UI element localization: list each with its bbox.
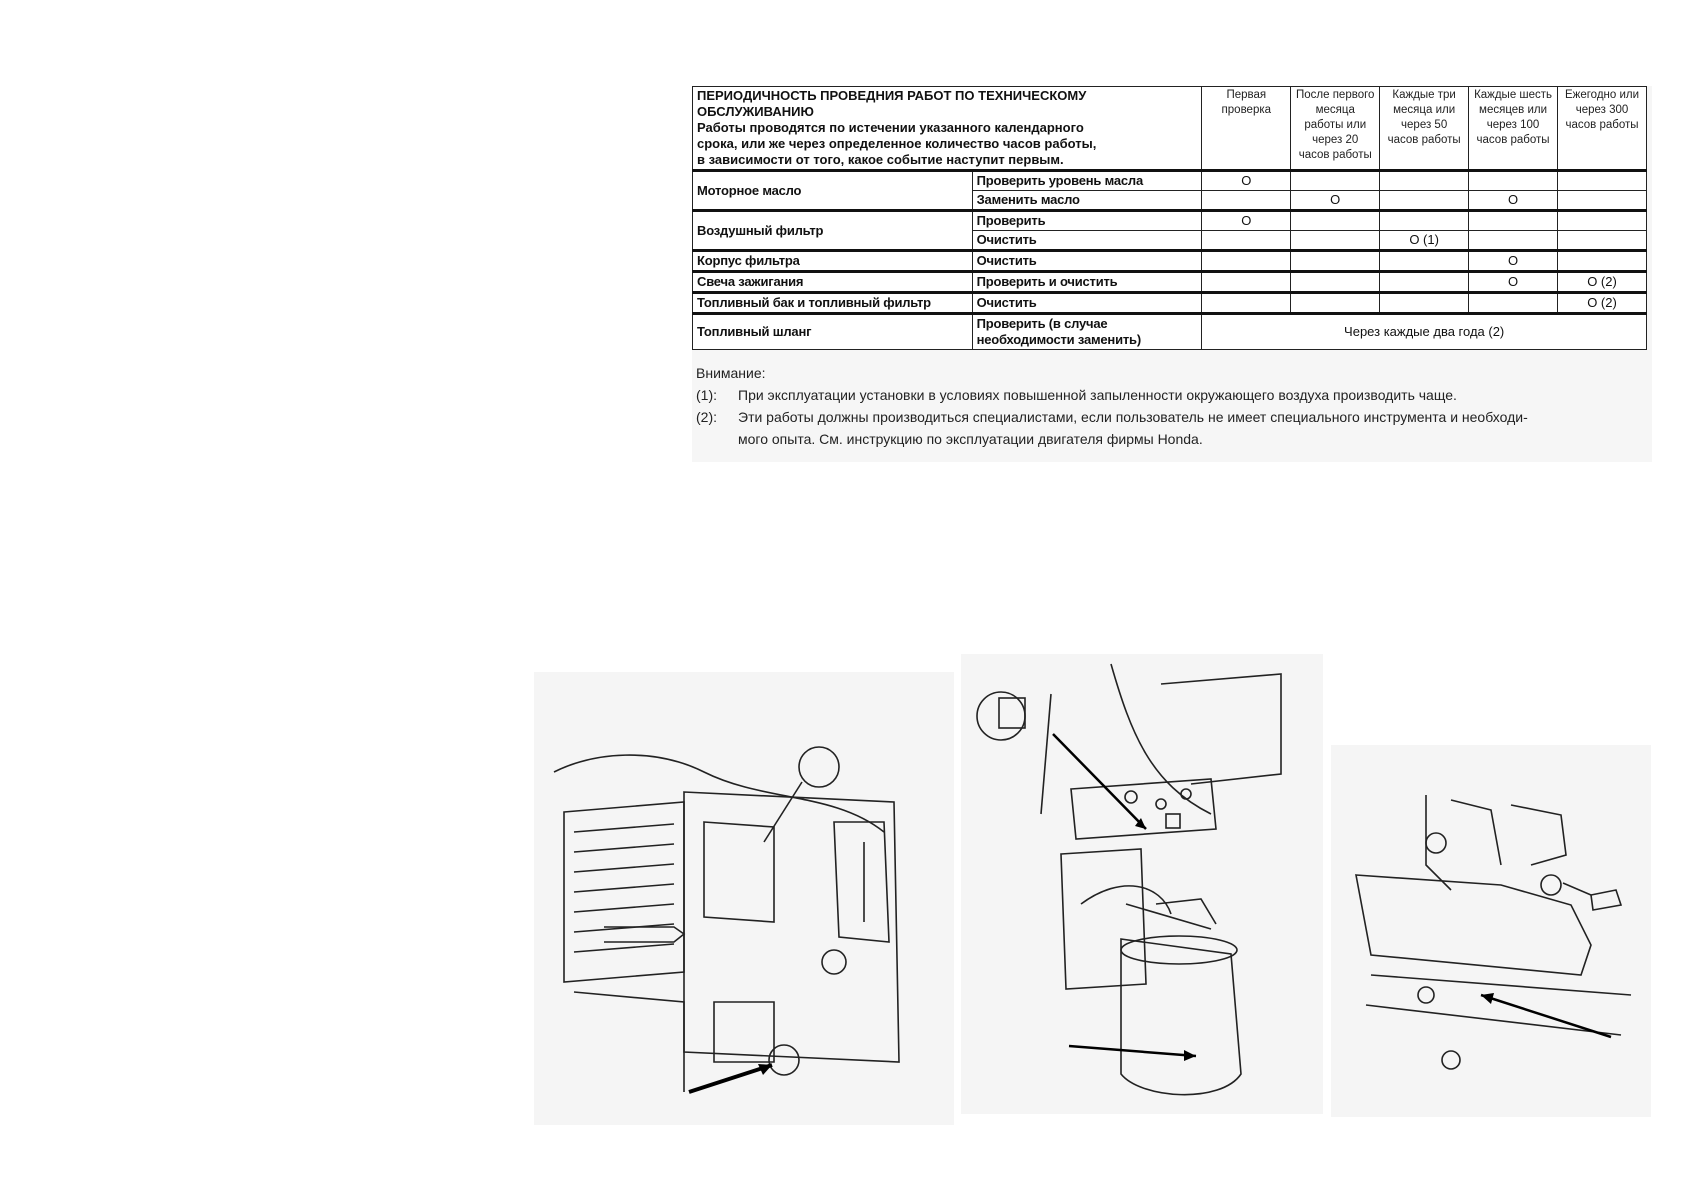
mark-cell: O xyxy=(1202,171,1291,191)
arrow-head-icon xyxy=(1184,1050,1196,1061)
mark-cell xyxy=(1202,231,1291,251)
figure-oil-filter xyxy=(961,654,1323,1114)
mark-cell xyxy=(1380,293,1469,314)
header-row xyxy=(693,87,1647,171)
table-row xyxy=(693,171,1647,191)
maintenance-table xyxy=(692,86,1647,350)
mark-cell: O (2) xyxy=(1558,272,1647,293)
action-cell: Проверить уровень масла xyxy=(972,171,1202,191)
item-cell: Топливный бак и топливный фильтр xyxy=(693,293,973,314)
action-cell: Очистить xyxy=(972,231,1202,251)
mark-cell xyxy=(1380,171,1469,191)
action-cell: Проверить и очистить xyxy=(972,272,1202,293)
mark-cell xyxy=(1558,191,1647,211)
item-cell: Топливный шланг xyxy=(693,314,973,350)
mark-cell xyxy=(1202,293,1291,314)
mark-cell xyxy=(1380,251,1469,272)
mark-cell xyxy=(1558,211,1647,231)
mark-cell xyxy=(1469,231,1558,251)
mark-cell: O xyxy=(1202,211,1291,231)
span-cell: Через каждые два года (2) xyxy=(1202,314,1647,350)
mark-cell xyxy=(1380,272,1469,293)
description-line: в зависимости от того, какое событие наступит первым. xyxy=(697,152,1064,167)
arrow-icon xyxy=(1069,1046,1196,1056)
mark-cell xyxy=(1469,211,1558,231)
column-header: После первого месяца работы или через 20 часов работы xyxy=(1291,87,1380,171)
title-line: ПЕРИОДИЧНОСТЬ ПРОВЕДНИЯ РАБОТ ПО ТЕХНИЧЕСКОМУ xyxy=(697,88,1087,103)
item-cell: Корпус фильтра xyxy=(693,251,973,272)
table-title-cell xyxy=(693,87,1202,171)
action-line: Проверить (в случае xyxy=(976,316,1108,331)
table-row xyxy=(693,211,1647,231)
mark-cell xyxy=(1202,251,1291,272)
item-cell: Воздушный фильтр xyxy=(693,211,973,251)
mark-cell xyxy=(1558,231,1647,251)
table-row xyxy=(693,251,1647,272)
mark-cell xyxy=(1291,211,1380,231)
action-cell: Проверить xyxy=(972,211,1202,231)
mark-cell xyxy=(1202,272,1291,293)
note-1 xyxy=(696,384,1652,406)
action-cell xyxy=(972,314,1202,350)
mark-cell xyxy=(1291,293,1380,314)
mark-cell: O (1) xyxy=(1380,231,1469,251)
column-header: Первая проверка xyxy=(1202,87,1291,171)
note-number: (2): xyxy=(696,409,717,425)
notes-heading: Внимание: xyxy=(696,365,766,381)
item-cell: Свеча зажигания xyxy=(693,272,973,293)
item-cell: Моторное масло xyxy=(693,171,973,211)
mark-cell xyxy=(1291,231,1380,251)
arrow-icon xyxy=(689,1065,772,1092)
mark-cell: O xyxy=(1469,272,1558,293)
note-text: Эти работы должны производиться специалистами, если пользователь не имеет специального инструмента и необходи- xyxy=(738,409,1528,425)
description-line: Работы проводятся по истечении указанного календарного xyxy=(697,120,1084,135)
action-line: необходимости заменить) xyxy=(976,332,1141,347)
maintenance-sheet xyxy=(692,86,1652,462)
drain-plug-illustration xyxy=(1331,745,1651,1117)
mark-cell: O xyxy=(1469,251,1558,272)
mark-cell xyxy=(1291,272,1380,293)
mark-cell xyxy=(1469,171,1558,191)
mark-cell xyxy=(1558,171,1647,191)
mark-cell xyxy=(1202,191,1291,211)
arrow-icon xyxy=(1481,995,1611,1037)
action-cell: Очистить xyxy=(972,251,1202,272)
oil-filter-illustration xyxy=(961,654,1323,1114)
description-line: срока, или же через определенное количество часов работы, xyxy=(697,136,1097,151)
figure-oil-drain xyxy=(534,672,954,1125)
table-row xyxy=(693,314,1647,350)
action-cell: Очистить xyxy=(972,293,1202,314)
mark-cell xyxy=(1380,211,1469,231)
mark-cell xyxy=(1291,251,1380,272)
mark-cell: O xyxy=(1469,191,1558,211)
column-header: Каждые три месяца или через 50 часов работы xyxy=(1380,87,1469,171)
table-row xyxy=(693,293,1647,314)
action-cell: Заменить масло xyxy=(972,191,1202,211)
engine-drain-illustration xyxy=(534,672,954,1125)
mark-cell xyxy=(1558,251,1647,272)
note-2 xyxy=(696,406,1652,450)
mark-cell: O (2) xyxy=(1558,293,1647,314)
note-text: При эксплуатации установки в условиях повышенной запыленности окружающего воздуха производить чаще. xyxy=(738,387,1457,403)
mark-cell xyxy=(1469,293,1558,314)
mark-cell xyxy=(1291,171,1380,191)
notes xyxy=(692,362,1652,450)
column-header: Ежегодно или через 300 часов работы xyxy=(1558,87,1647,171)
figure-drain-plug xyxy=(1331,745,1651,1117)
mark-cell xyxy=(1380,191,1469,211)
arrow-icon xyxy=(1053,734,1146,829)
mark-cell: O xyxy=(1291,191,1380,211)
title-line: ОБСЛУЖИВАНИЮ xyxy=(697,104,814,119)
note-text: мого опыта. См. инструкцию по эксплуатации двигателя фирмы Honda. xyxy=(738,431,1203,447)
column-header: Каждые шесть месяцев или через 100 часов работы xyxy=(1469,87,1558,171)
table-row xyxy=(693,272,1647,293)
note-number: (1): xyxy=(696,387,717,403)
